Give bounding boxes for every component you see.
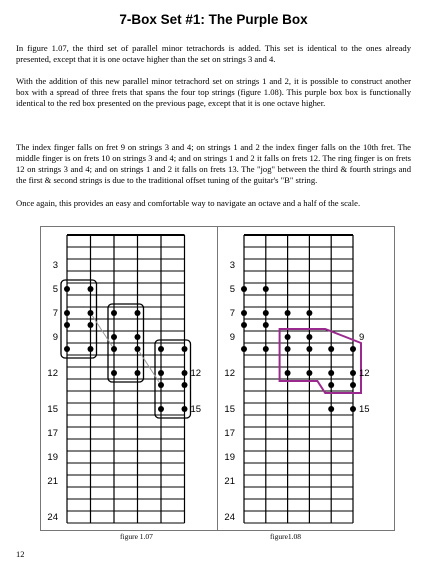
fret-number-label: 7	[52, 308, 58, 319]
note-dot	[306, 346, 312, 352]
note-dot	[328, 370, 334, 376]
note-dot	[350, 382, 356, 388]
page-title: 7-Box Set #1: The Purple Box	[119, 12, 308, 27]
note-dot	[135, 346, 141, 352]
fret-number-label: 9	[52, 332, 58, 343]
fret-number-label: 12	[359, 368, 370, 379]
fret-number-label: 17	[47, 428, 58, 439]
fret-number-label: 5	[229, 284, 235, 295]
note-dot	[285, 346, 291, 352]
fret-number-label: 15	[224, 404, 235, 415]
note-dot	[241, 322, 247, 328]
figure-caption: figure 1.07	[120, 532, 153, 541]
note-dot	[158, 382, 164, 388]
note-dot	[158, 346, 164, 352]
note-dot	[182, 382, 188, 388]
note-dot	[306, 370, 312, 376]
fret-number-label: 19	[224, 452, 235, 463]
paragraph: With the addition of this new parallel minor tetrachord set on strings 1 and 2, it is possible to construct another box with a spread of three frets that spans the four top strings (figure 1.08). This purple box box is functionally identical to the red box presented on the previous page, except that it is one octave higher.	[16, 76, 411, 108]
note-dot	[64, 286, 70, 292]
note-dot	[263, 310, 269, 316]
note-dot	[306, 310, 312, 316]
note-dot	[158, 406, 164, 412]
paragraph: The index finger falls on fret 9 on strings 3 and 4; on strings 1 and 2 the index finger falls on the 10th fret. The middle finger is on frets 10 on strings 3 and 4; and on strings 1 and 2 it falls on frets 12. The ring finger is on frets 12 on strings 3 and 4; and on strings 1 and 2 it falls on frets 13. The "jog" between the third & fourth strings and the first & second strings is due to the traditional offset tuning of the guitar's "B" string.	[16, 142, 411, 185]
fret-number-label: 17	[224, 428, 235, 439]
note-dot	[182, 346, 188, 352]
figure-caption: figure1.08	[270, 532, 302, 541]
fret-number-label: 15	[359, 404, 370, 415]
paragraph: Once again, this provides an easy and comfortable way to navigate an octave and a half of the scale.	[16, 198, 361, 208]
fret-number-label: 7	[229, 308, 235, 319]
fretboard-diagram-1-08	[224, 235, 369, 523]
note-dot	[88, 322, 94, 328]
note-dot	[88, 310, 94, 316]
note-dot	[241, 286, 247, 292]
note-dot	[135, 370, 141, 376]
note-dot	[285, 310, 291, 316]
note-dot	[182, 406, 188, 412]
note-dot	[111, 334, 117, 340]
note-dot	[182, 370, 188, 376]
fret-number-label: 3	[52, 260, 58, 271]
note-dot	[285, 370, 291, 376]
note-dot	[350, 406, 356, 412]
note-dot	[328, 406, 334, 412]
note-dot	[135, 310, 141, 316]
note-dot	[241, 310, 247, 316]
fret-number-label: 3	[229, 260, 235, 271]
note-dot	[263, 322, 269, 328]
note-dot	[88, 286, 94, 292]
fret-number-label: 21	[47, 476, 58, 487]
note-dot	[64, 322, 70, 328]
fret-number-label: 15	[47, 404, 58, 415]
note-dot	[111, 370, 117, 376]
note-dot	[263, 286, 269, 292]
page-number: 12	[16, 549, 25, 559]
fret-number-label: 9	[229, 332, 235, 343]
paragraph: In figure 1.07, the third set of parallel minor tetrachords is added. This set is identical to the ones already presented, except that it is one octave higher than the set on strings 3 and 4.	[16, 43, 411, 64]
note-dot	[88, 346, 94, 352]
fret-number-label: 24	[47, 512, 58, 523]
note-dot	[285, 334, 291, 340]
fretboard-diagram-1-07	[47, 235, 201, 523]
fret-number-label: 12	[190, 368, 202, 379]
fret-number-label: 15	[190, 404, 202, 415]
fret-number-label: 24	[224, 512, 235, 523]
note-dot	[328, 346, 334, 352]
fret-number-label: 5	[52, 284, 58, 295]
note-dot	[306, 334, 312, 340]
note-dot	[64, 310, 70, 316]
note-dot	[263, 346, 269, 352]
note-dot	[111, 346, 117, 352]
fret-number-label: 12	[47, 368, 58, 379]
note-dot	[135, 334, 141, 340]
note-dot	[64, 346, 70, 352]
note-dot	[328, 382, 334, 388]
note-dot	[350, 370, 356, 376]
fret-number-label: 12	[224, 368, 235, 379]
fret-number-label: 9	[359, 332, 365, 343]
fret-number-label: 19	[47, 452, 58, 463]
purple-box-outline	[280, 329, 361, 393]
note-dot	[350, 346, 356, 352]
note-dot	[241, 346, 247, 352]
fret-number-label: 21	[224, 476, 235, 487]
note-dot	[158, 370, 164, 376]
note-dot	[111, 310, 117, 316]
